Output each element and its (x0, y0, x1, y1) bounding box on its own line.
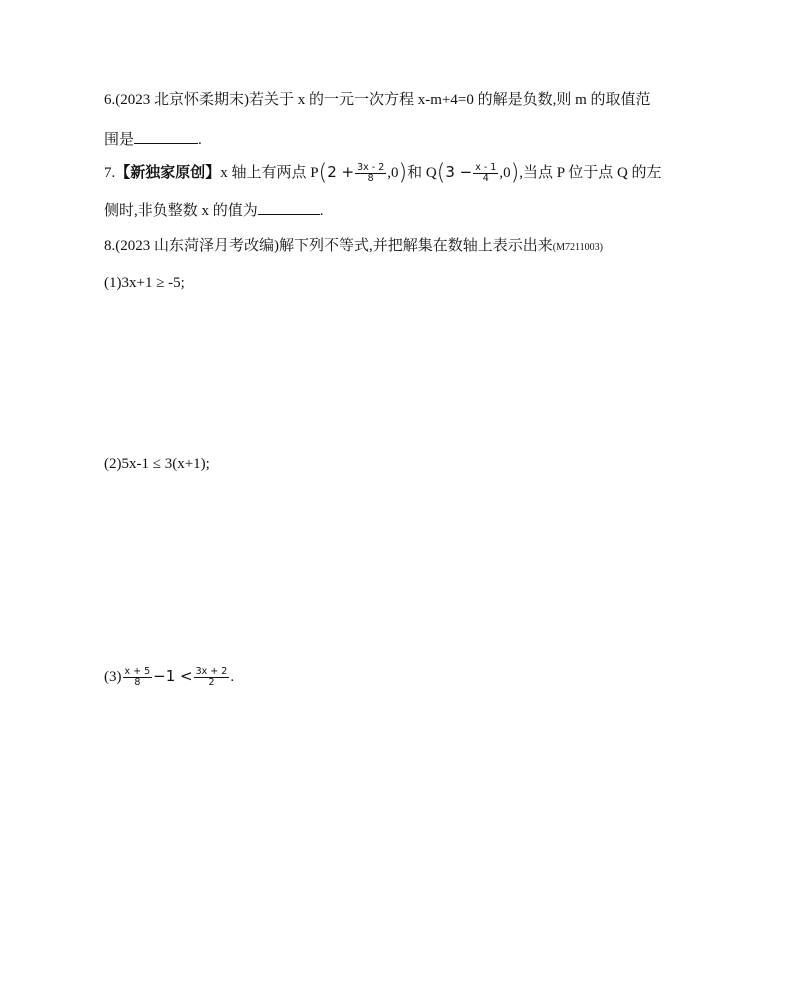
and-q: 和 Q (407, 165, 437, 181)
question-6-suffix: . (198, 132, 202, 148)
fraction-2 (194, 667, 230, 688)
p-tail: ,0 (387, 165, 399, 181)
paren-open-q: ( (436, 160, 446, 186)
answer-blank-6[interactable] (134, 129, 198, 144)
fraction-p-denominator: 8 (367, 173, 374, 185)
paren-close-q: ) (510, 160, 520, 186)
question-7-text-a: x 轴上有两点 P (220, 165, 319, 181)
fraction-q-denominator: 4 (482, 173, 489, 185)
fraction-2-denominator: 2 (208, 677, 215, 689)
part-1-text: (1)3x+1 ≥ -5; (104, 275, 185, 291)
p-int: 2 + (327, 163, 355, 181)
question-7-text-b: ,当点 P 位于点 Q 的左 (519, 165, 662, 181)
fraction-2-numerator: 3x + 2 (195, 666, 228, 678)
question-7-number: 7. (104, 165, 116, 181)
part-2-text: (2)5x-1 ≤ 3(x+1); (104, 456, 210, 472)
question-8-stem (104, 236, 603, 258)
fraction-1-denominator: 8 (134, 677, 141, 689)
answer-blank-7[interactable] (258, 200, 320, 215)
q-tail: ,0 (499, 165, 511, 181)
fraction-q-numerator: x - 1 (475, 162, 497, 174)
question-6-line-1 (104, 90, 651, 110)
part-3-mid: −1 < (153, 667, 193, 685)
fraction-1 (123, 667, 153, 688)
question-7-line-2 (104, 200, 324, 221)
question-code: (M7211003) (552, 242, 603, 253)
fraction-p (355, 163, 386, 184)
part-3-label: (3) (104, 669, 122, 685)
question-7-suffix: . (319, 203, 324, 219)
q-int: 3 − (445, 163, 473, 181)
question-8-part-2 (104, 454, 210, 474)
question-8-part-1 (104, 273, 185, 293)
question-6-prefix: 围是 (104, 132, 135, 148)
question-7-prefix: 侧时,非负整数 x 的值为 (104, 203, 258, 219)
part-3-end: . (230, 669, 235, 685)
fraction-1-numerator: x + 5 (124, 666, 151, 678)
question-8-text: 8.(2023 山东菏泽月考改编)解下列不等式,并把解集在数轴上表示出来 (104, 238, 553, 254)
question-8-part-3 (104, 664, 234, 689)
question-6-line-2 (104, 129, 202, 150)
question-6-text: 6.(2023 北京怀柔期末)若关于 x 的一元一次方程 x-m+4=0 的解是负数,则 m 的取值范 (104, 92, 651, 108)
fraction-p-numerator: 3x - 2 (357, 162, 385, 174)
question-7-line-1 (104, 161, 662, 185)
paren-close: ) (398, 160, 408, 186)
paren-open: ( (318, 160, 328, 186)
fraction-q (473, 163, 498, 184)
original-tag: 【新独家原创】 (115, 165, 221, 181)
